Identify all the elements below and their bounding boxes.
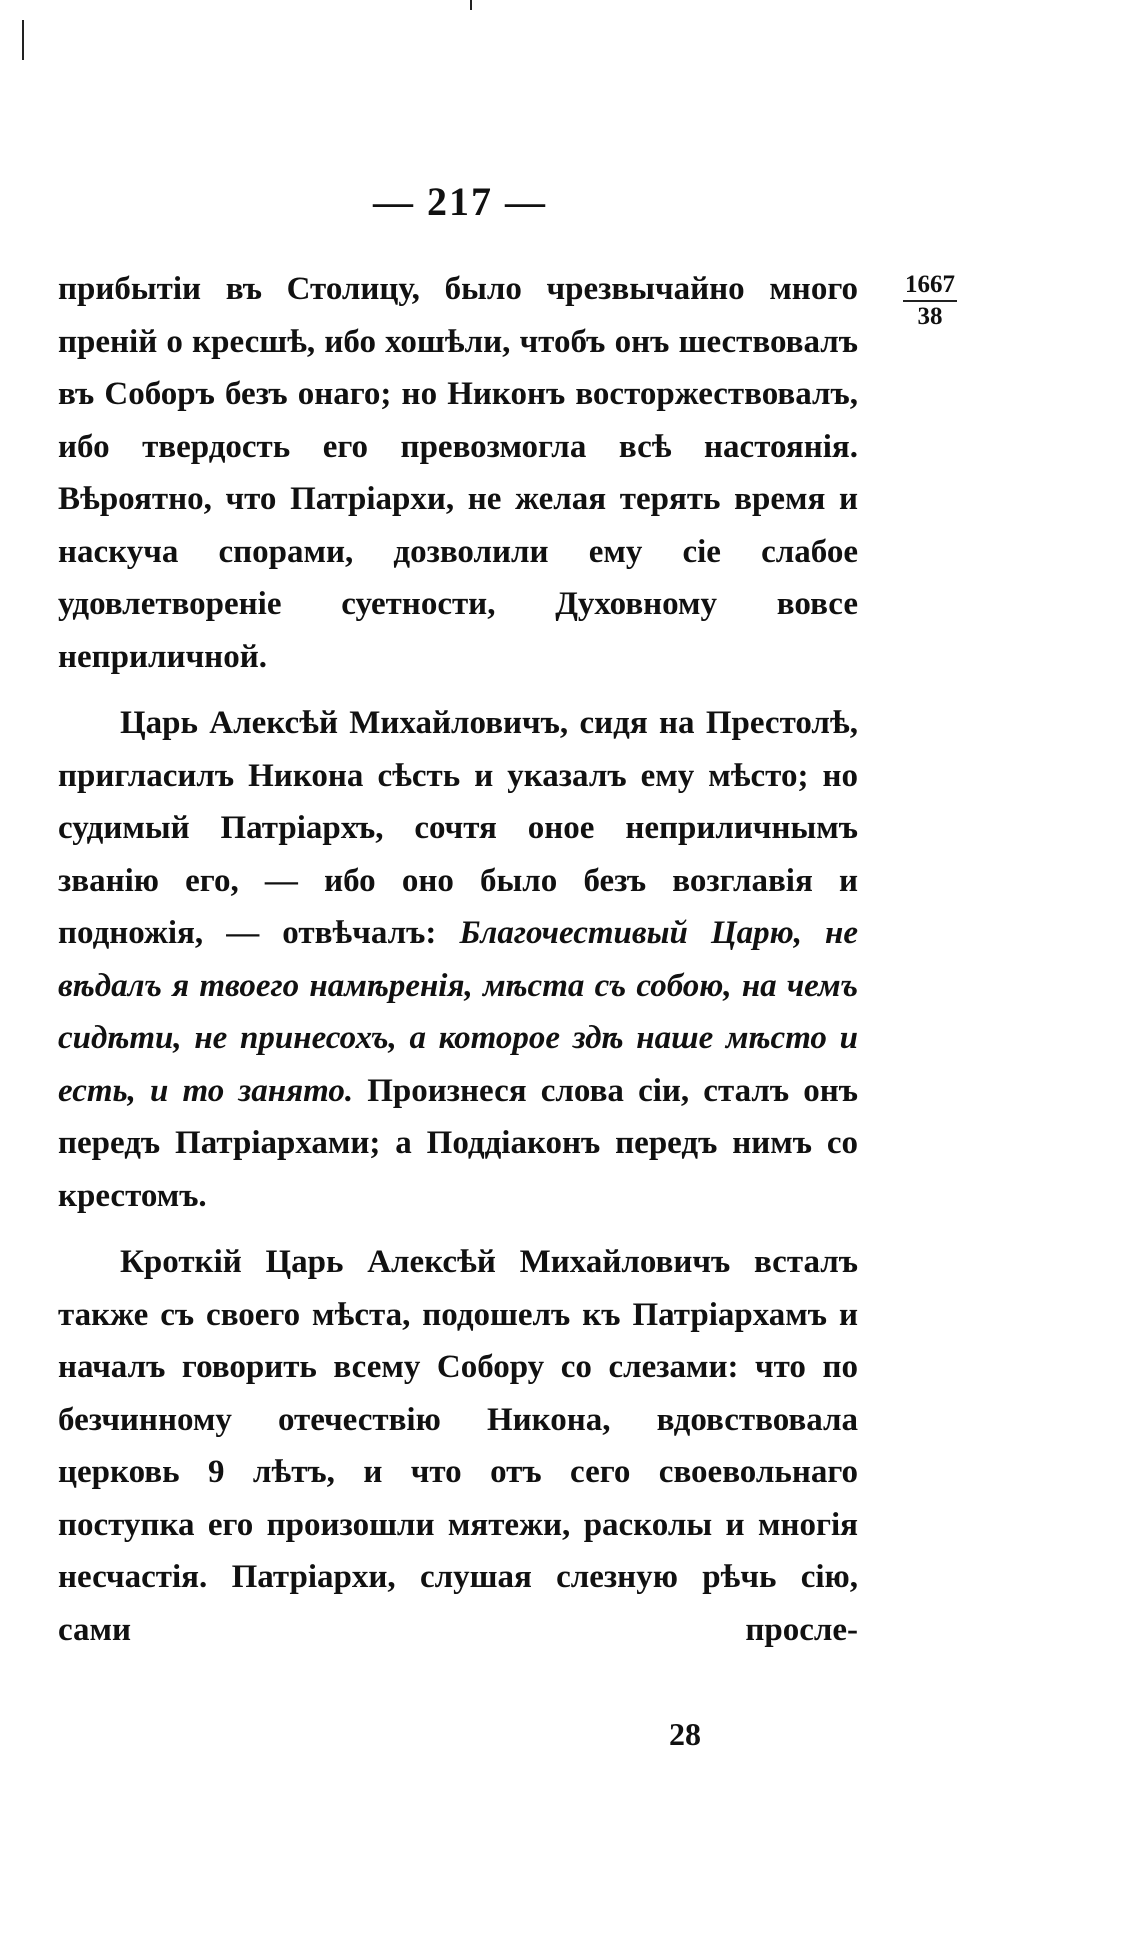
paragraph-1	[58, 263, 858, 683]
paragraph-2	[58, 697, 858, 1222]
margin-number: 38	[903, 300, 957, 332]
margin-note	[895, 270, 965, 332]
margin-year: 1667	[905, 271, 955, 298]
paragraph-1-text: прибытіи въ Столицу, было чрезвычайно много преній о кресшѣ, ибо хошѣли, чтобъ онъ шествовалъ въ Соборъ безъ онаго; но Никонъ восторжествовалъ, ибо твердость его превозмогла всѣ настоянія. Вѣроятно, что Патріархи, не желая терять время и наскуча спорами, дозволили ему сіе слабое удовлетвореніе суетности, Духовному вовсе неприличной.	[58, 271, 858, 675]
paragraph-3-text: Кроткій Царь Алексѣй Михайловичъ всталъ также съ своего мѣста, подошелъ къ Патріархамъ и началъ говорить всему Собору со слезами: что по безчинному отечествію Никона, вдовствовала церковь 9 лѣтъ, и что отъ сего своевольнаго поступка его произошли мятежи, расколы и многія несчастія. Патріархи, слушая слезную рѣчь сію, сами просле-	[58, 1244, 858, 1648]
signature-mark: 28	[669, 1716, 701, 1752]
paragraph-2-quote: Благочестивый Царю, не вѣдалъ я твоего намѣренія, мѣста съ собою, на чемъ сидѣти, не принесохъ, а которое здѣ наше мѣсто и есть, и то занято.	[58, 915, 858, 1109]
left-edge-mark	[22, 20, 24, 60]
paragraph-2-text: Царь Алексѣй Михайловичъ, сидя на Престолѣ, пригласилъ Никона сѣсть и указалъ ему мѣсто; но судимый Патріархъ, сочтя оное неприличнымъ званію его, — ибо оно было безъ возглавія и подножія, — отвѣчалъ:	[58, 705, 858, 951]
body-text	[58, 263, 858, 1656]
top-edge-mark	[470, 0, 472, 10]
paragraph-3	[58, 1236, 858, 1656]
page-number-header: — 217 —	[373, 179, 547, 224]
paragraph-2-text-end: Произнеся слова сіи, сталъ онъ передъ Патріархами; а Поддіаконъ передъ нимъ со крестомъ.	[58, 1072, 859, 1214]
